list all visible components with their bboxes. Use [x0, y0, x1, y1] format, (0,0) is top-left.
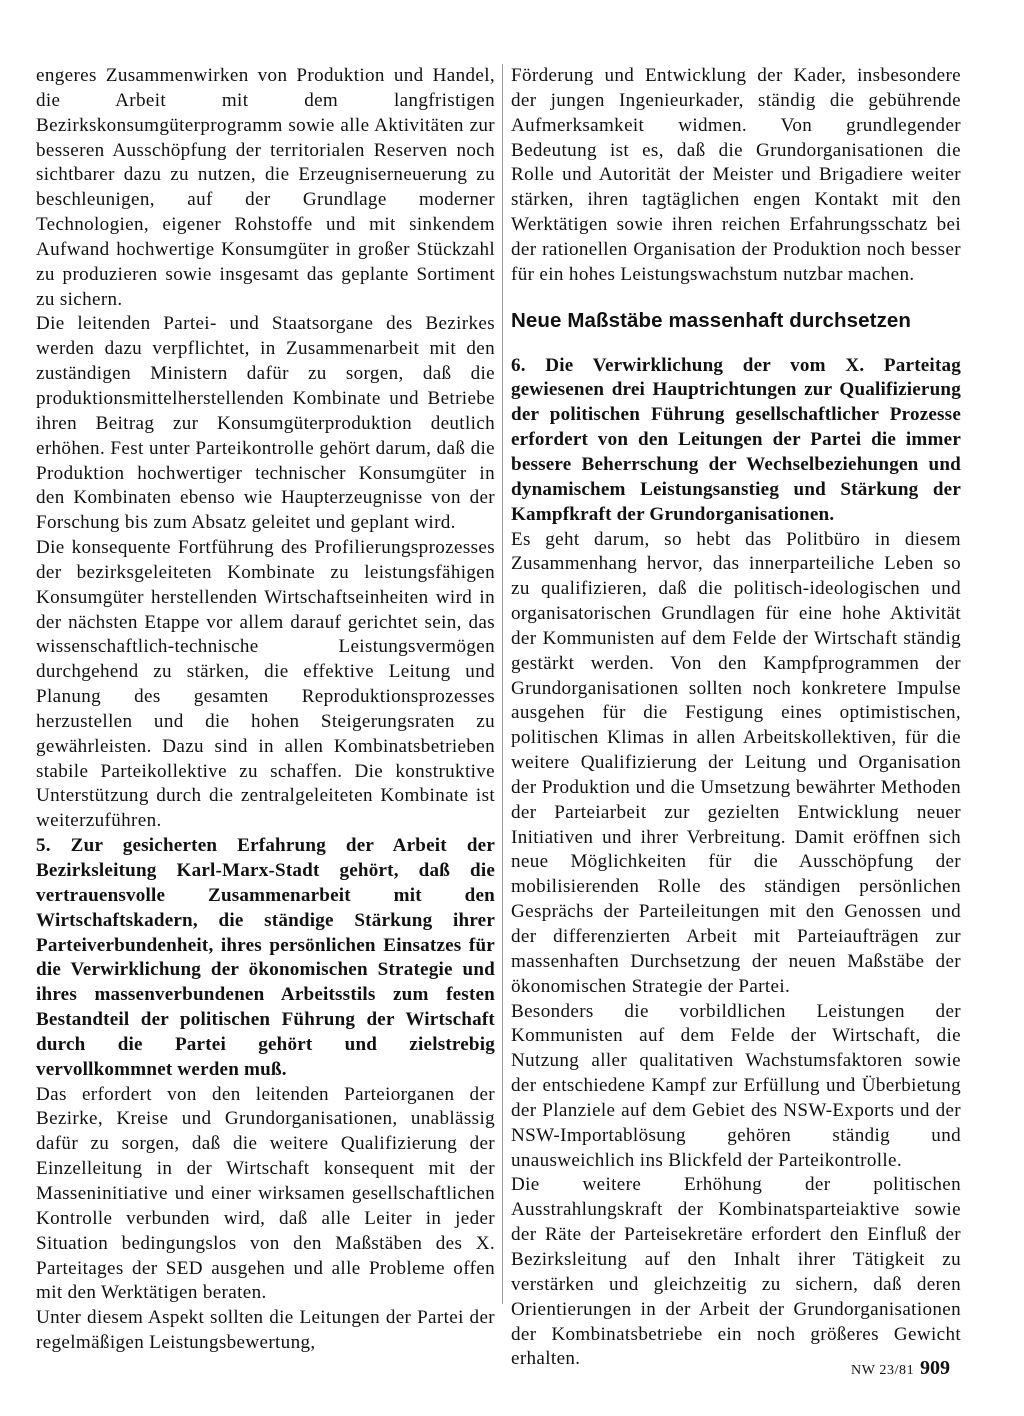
paragraph: Die leitenden Partei- und Staatsorgane des Bezirkes werden dazu verpflichtet, in Zusammenarbeit mit den zuständigen Ministern dafür zu sorgen, daß die produktionsmittelherstellenden Kombinate und Betriebe ihren Beitrag zur Konsumgüterproduktion deutlich erhöhen. Fest unter Parteikontrolle gehört darum, daß die Produktion hochwertiger technischer Konsumgüter in den Kombinaten ebenso wie Haupterzeugnisse von der Forschung bis zum Absatz geleitet und geplant wird.: [36, 313, 495, 534]
paragraph: Die weitere Erhöhung der politischen Ausstrahlungskraft der Kombinatsparteiaktive sowie der Räte der Parteisekretäre erfordert den Einfluß der Bezirksleitung auf den Inhalt ihrer Tätigkeit zu verstärken und gleichzeitig zu sichern, daß deren Orientierungen in der Arbeit der Grundorganisationen der Kombinatsbetriebe ein noch größeres Gewicht erhalten.: [511, 1174, 961, 1370]
left-column: [36, 64, 495, 1356]
paragraph: Besonders die vorbildlichen Leistungen der Kommunisten auf dem Felde der Wirtschaft, die Nutzung aller qualitativen Wachstumsfaktoren sowie der entschiedene Kampf zur Erfüllung und Überbietung der Planziele auf dem Gebiet des NSW-Exports und der NSW-Importablösung gehören ständig und unausweichlich ins Blickfeld der Parteikontrolle.: [511, 1000, 961, 1171]
page-number: 909: [920, 1357, 950, 1379]
bold-thesis-6: 6. Die Verwirklichung der vom X. Parteitag gewiesenen drei Hauptrichtungen zur Qualifizierung der politischen Führung gesellschaftlicher Prozesse erfordert von den Leitungen der Partei die immer bessere Beherrschung der Wechselbeziehungen und dynamischem Leistungsanstieg und Stärkung der Kampfkraft der Grundorganisationen.: [511, 354, 961, 525]
right-column: [511, 64, 961, 1372]
column-divider: [502, 64, 503, 1304]
bold-thesis-5: 5. Zur gesicherten Erfahrung der Arbeit der Bezirksleitung Karl-Marx-Stadt gehört, daß die vertrauensvolle Zusammenarbeit mit den Wirtschaftskadern, die ständige Stärkung ihrer Parteiverbundenheit, ihres persönlichen Einsatzes für die Verwirklichung der ökonomischen Strategie und ihres massenverbundenen Arbeitsstils zum festen Bestandteil der politischen Führung der Wirtschaft durch die Partei gehört und zielstrebig vervollkommnet werden muß.: [36, 835, 495, 1080]
paragraph: Es geht darum, so hebt das Politbüro in diesem Zusammenhang hervor, das innerparteiliche Leben so zu qualifizieren, daß die politisch-ideologischen und organisatorischen Grundlagen für eine hohe Aktivität der Kommunisten auf dem Felde der Wirtschaft ständig gestärkt werden. Von den Kampfprogrammen der Grundorganisationen sollten noch konkretere Impulse ausgehen für die Festigung eines optimistischen, politischen Klimas in allen Arbeitskollektiven, für die weitere Qualifizierung der Leitung und Organisation der Produktion und die Umsetzung bewährter Methoden der Parteiarbeit zur gezielten Entwicklung neuer Initiativen und ihrer Verbreitung. Damit eröffnen sich neue Möglichkeiten für die Ausschöpfung der mobilisierenden Rolle des ständigen persönlichen Gesprächs der Parteileitungen mit den Genossen und der differenzierten Arbeit mit Parteiaufträgen zur massenhaften Durchsetzung der neuen Maßstäbe der ökonomischen Strategie der Partei.: [511, 528, 961, 997]
paragraph: engeres Zusammenwirken von Produktion und Handel, die Arbeit mit dem langfristigen Bezirkskonsumgüterprogramm sowie alle Aktivitäten zur besseren Ausschöpfung der territorialen Reserven noch sichtbarer dazu zu nutzen, die Erzeugniserneuerung zu beschleunigen, auf der Grundlage moderner Technologien, eigener Rohstoffe und mit sinkendem Aufwand hochwertige Konsumgüter in großer Stückzahl zu produzieren sowie insgesamt das geplante Sortiment zu sichern.: [36, 65, 495, 310]
paragraph: Die konsequente Fortführung des Profilierungsprozesses der bezirksgeleiteten Kombinate zu leistungsfähigen Konsumgüter herstellenden Wirtschaftseinheiten wird in der nächsten Etappe vor allem darauf gerichtet sein, das wissenschaftlich-technische Leistungsvermögen durchgehend zu stärken, die effektive Leitung und Planung des gesamten Reproduktionsprozesses herzustellen und die hohen Steigerungsraten zu gewährleisten. Dazu sind in allen Kombinatsbetrieben stabile Parteikollektive zu schaffen. Die konstruktive Unterstützung durch die zentralgeleiteten Kombinate ist weiterzuführen.: [36, 537, 495, 832]
issue-label: NW 23/81: [851, 1363, 915, 1378]
paragraph: Unter diesem Aspekt sollten die Leitungen der Partei der regelmäßigen Leistungsbewertung,: [36, 1307, 495, 1354]
paragraph: Förderung und Entwicklung der Kader, insbesondere der jungen Ingenieurkader, ständig die gebührende Aufmerksamkeit widmen. Von grundlegender Bedeutung ist es, daß die Grundorganisationen die Rolle und Autorität der Meister und Brigadiere weiter stärken, ihren tagtäglichen engen Kontakt mit den Werktätigen sowie ihren reichen Erfahrungsschatz bei der rationellen Organisation der Produktion noch besser für ein hohes Leistungswachstum nutzbar machen.: [511, 65, 961, 285]
section-heading: Neue Maßstäbe massenhaft durchsetzen: [511, 308, 912, 332]
paragraph: Das erfordert von den leitenden Parteiorganen der Bezirke, Kreise und Grundorganisationen, unablässig dafür zu sorgen, daß die weitere Qualifizierung der Einzelleitung in der Wirtschaft konsequent mit der Masseninitiative und einer wirksamen gesellschaftlichen Kontrolle verbunden wird, daß alle Leiter in jeder Situation bedingungslos von den Maßstäben des X. Parteitages der SED ausgehen und alle Probleme offen mit den Werktätigen beraten.: [36, 1083, 495, 1304]
